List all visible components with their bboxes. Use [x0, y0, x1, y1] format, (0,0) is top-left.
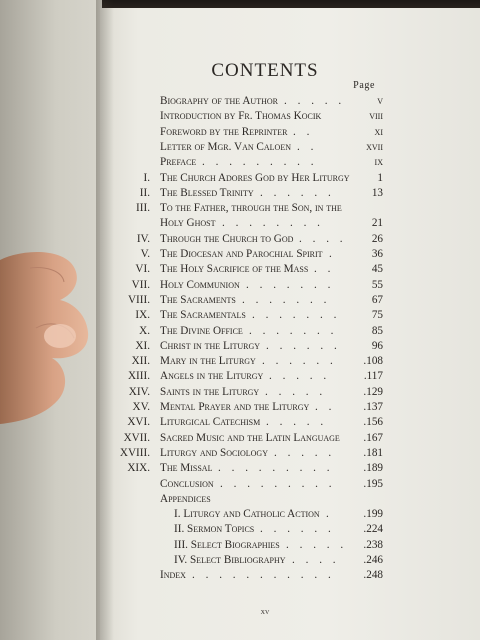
entry-title: Liturgy and Sociology: [160, 446, 268, 459]
page-column-label: Page: [353, 80, 375, 91]
toc-entry: [0, 462, 480, 477]
entry-title: Christ in the Liturgy: [160, 339, 261, 352]
page-number: 21: [371, 217, 383, 230]
dot-leader: . . . . . .: [266, 339, 341, 352]
toc-entry: [0, 386, 480, 401]
chapter-number: XIV.: [128, 385, 150, 398]
dot-leader: . . . . . . .: [252, 309, 341, 322]
entry-title: Letter of Mgr. Van Caloen: [160, 140, 291, 153]
chapter-number: II.: [139, 186, 150, 199]
dot-leader: . . . . . . .: [242, 293, 331, 306]
dot-leader: . . . . .: [265, 385, 327, 398]
dot-leader: . . . . . .: [260, 523, 335, 536]
page-number: .238: [363, 538, 383, 551]
dot-leader: . . . . . .: [262, 355, 337, 368]
dot-leader: . . . . .: [269, 370, 331, 383]
page-number: 45: [371, 263, 383, 276]
entry-title: To the Father, through the Son, in the: [160, 202, 342, 215]
page-number: .181: [363, 446, 383, 459]
dot-leader: . .: [297, 140, 318, 153]
entry-title: Introduction by Fr. Thomas Kocik: [160, 110, 322, 123]
toc-entry: [0, 432, 480, 447]
dot-leader: . . . . . . . . .: [218, 462, 334, 475]
page-number: .137: [363, 401, 383, 413]
entry-title: Appendices: [160, 492, 211, 505]
contents-heading: CONTENTS: [211, 60, 319, 81]
page-number: 26: [371, 232, 383, 245]
toc-entry: [0, 248, 480, 263]
entry-title: III. Select Biographies: [174, 538, 280, 551]
page-number: 67: [371, 293, 383, 306]
dot-leader: . . . . . . . . . . .: [192, 569, 335, 582]
page-number: .199: [363, 508, 383, 521]
chapter-number: VII.: [131, 278, 150, 291]
toc-entry: [0, 523, 480, 538]
toc-entry: [0, 447, 480, 462]
toc-entry: [0, 202, 480, 217]
toc-entry: [0, 569, 480, 584]
entry-title: Liturgical Catechism: [160, 416, 261, 429]
toc-entry: [0, 263, 480, 278]
chapter-number: IV.: [136, 232, 150, 245]
toc-entry: [0, 325, 480, 340]
entry-title: Saints in the Liturgy: [160, 385, 260, 398]
entry-title: Mental Prayer and the Liturgy: [160, 401, 310, 413]
toc-entry: [0, 401, 480, 416]
page-number: .224: [363, 523, 383, 536]
toc-entry: [0, 187, 480, 202]
toc-entry: [0, 126, 480, 141]
chapter-number: XIII.: [127, 370, 150, 383]
toc-entry: [0, 370, 480, 385]
page-number: .129: [363, 385, 383, 398]
toc-entry: [0, 279, 480, 294]
chapter-number: VI.: [135, 263, 150, 276]
chapter-number: III.: [136, 202, 150, 215]
entry-title: Conclusion: [160, 477, 214, 490]
chapter-number: XV.: [132, 401, 150, 413]
entry-title: Preface: [160, 156, 197, 169]
dot-leader: . .: [315, 401, 336, 413]
entry-title: The Missal: [160, 462, 213, 475]
chapter-number: XI.: [135, 339, 150, 352]
dot-leader: .: [326, 508, 333, 521]
page-number: 36: [371, 248, 383, 260]
page-number: .246: [363, 554, 383, 566]
page-number: 1: [377, 171, 383, 184]
entry-title: II. Sermon Topics: [174, 523, 255, 536]
toc-entry: [0, 294, 480, 309]
page-folio: xv: [260, 606, 270, 616]
page-number: .248: [363, 569, 383, 582]
dot-leader: . . . . . . . .: [222, 217, 324, 230]
page-number: ix: [374, 156, 383, 169]
dot-leader: . . . . . . .: [246, 278, 335, 291]
entry-title: The Divine Office: [160, 324, 243, 337]
dot-leader: .: [329, 248, 336, 260]
chapter-number: V.: [140, 248, 150, 260]
page-number: .108: [363, 355, 383, 368]
page-number: .195: [363, 477, 383, 490]
entry-title: Holy Communion: [160, 278, 240, 291]
dot-leader: . . . . . . . . .: [202, 156, 318, 169]
chapter-number: XII.: [131, 355, 150, 368]
toc-entry: [0, 110, 480, 125]
chapter-number: XVIII.: [119, 446, 150, 459]
page-number: xvii: [366, 140, 383, 153]
page-number: xi: [374, 125, 383, 138]
entry-title: Index: [160, 569, 186, 582]
toc-entry: [0, 172, 480, 187]
entry-title: IV. Select Bibliography: [174, 554, 286, 566]
page-number: 13: [371, 186, 383, 199]
dot-leader: . . . . . . . . .: [220, 477, 336, 490]
toc-entry: [0, 554, 480, 569]
dot-leader: . . . .: [299, 232, 347, 245]
dot-leader: . . . . . . .: [249, 324, 338, 337]
page-number: 55: [371, 278, 383, 291]
entry-title: Angels in the Liturgy: [160, 370, 264, 383]
page-number: 85: [371, 324, 383, 337]
chapter-number: I.: [143, 171, 150, 184]
toc-entry: [0, 95, 480, 110]
entry-title: The Church Adores God by Her Liturgy: [160, 171, 350, 184]
toc-entry: [0, 355, 480, 370]
toc-entry: [0, 309, 480, 324]
entry-title: The Sacraments: [160, 293, 236, 306]
toc-entry: [0, 539, 480, 554]
dot-leader: . . . . .: [274, 446, 336, 459]
chapter-number: XVII.: [123, 431, 150, 444]
entry-title: The Sacramentals: [160, 309, 246, 322]
entry-title: Holy Ghost: [160, 217, 216, 230]
entry-title: Sacred Music and the Latin Language: [160, 431, 340, 444]
page-number: .189: [363, 462, 383, 475]
page-number: .156: [363, 416, 383, 429]
toc-entry: [0, 493, 480, 508]
chapter-number: XIX.: [127, 462, 150, 475]
entry-title: Foreword by the Reprinter: [160, 125, 288, 138]
chapter-number: X.: [139, 324, 150, 337]
dot-leader: . . . . .: [266, 416, 328, 429]
dot-leader: . . . . .: [286, 538, 348, 551]
toc-entry: [0, 508, 480, 523]
dot-leader: . . . . . .: [260, 186, 335, 199]
dot-leader: . . . .: [292, 554, 340, 566]
entry-title: The Blessed Trinity: [160, 186, 254, 199]
page-number: v: [377, 95, 383, 107]
entry-title: Mary in the Liturgy: [160, 355, 256, 368]
entry-title: The Holy Sacrifice of the Mass: [160, 263, 309, 276]
toc-entry: [0, 141, 480, 156]
entry-title: Biography of the Author: [160, 95, 278, 107]
toc-entry: [0, 233, 480, 248]
dot-leader: . .: [293, 125, 314, 138]
chapter-number: IX.: [135, 309, 150, 322]
dot-leader: . . . . .: [284, 95, 346, 107]
page-number: 96: [371, 339, 383, 352]
chapter-number: XVI.: [127, 416, 150, 429]
dot-leader: . .: [314, 263, 335, 276]
page-number: .117: [363, 370, 383, 383]
entry-title: I. Liturgy and Catholic Action: [174, 508, 320, 521]
entry-title: Through the Church to God: [160, 232, 294, 245]
toc-entry: [0, 478, 480, 493]
entry-title: The Diocesan and Parochial Spirit: [160, 248, 323, 260]
page-number: 75: [371, 309, 383, 322]
page-number: viii: [369, 110, 383, 123]
chapter-number: VIII.: [127, 293, 150, 306]
toc-entry: [0, 416, 480, 431]
toc-entry: [0, 217, 480, 232]
toc-entry: [0, 340, 480, 355]
page-number: .167: [363, 431, 383, 444]
toc-entry: [0, 156, 480, 171]
